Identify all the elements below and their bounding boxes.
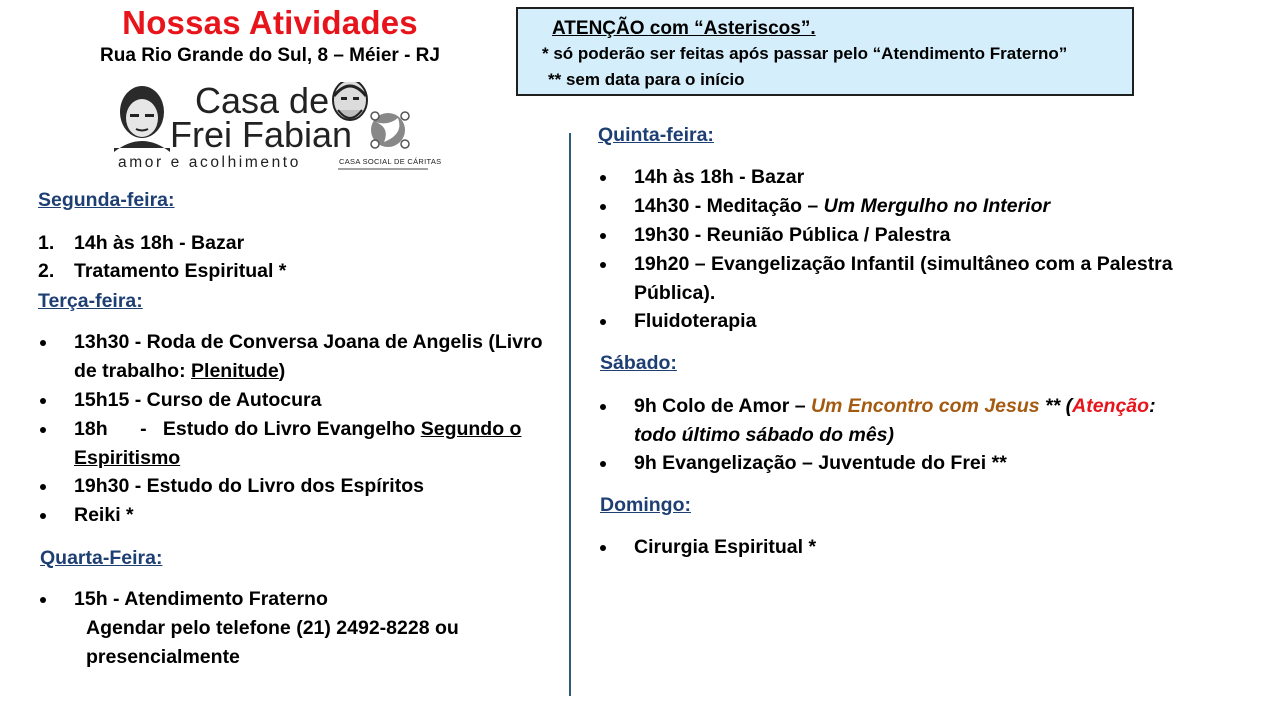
list-item [38,585,568,673]
event-title: Um Encontro com Jesus [810,395,1040,417]
italic-title: Um Mergulho no Interior [823,195,1051,217]
address: Rua Rio Grande do Sul, 8 – Méier - RJ [100,45,440,66]
book-title: Segundo o [420,418,522,440]
list-item-text [74,415,521,444]
list-item [38,472,568,501]
asterisk-notice [516,7,1134,96]
list-item [598,533,1238,562]
list-item-text-cont: Pública). [634,282,716,304]
list-item-text: 19h30 - Estudo do Livro dos Espíritos [74,475,424,497]
list-item-text: 14h às 18h - Bazar [634,166,805,188]
list-item [38,257,558,286]
list-item-text: 15h - Atendimento Fraterno [74,588,328,610]
logo-tagline: amor e acolhimento [118,154,301,171]
logo-line2: Frei Fabian [170,114,353,155]
day-heading-domingo: Domingo: [600,494,691,516]
list-item-text-cont: todo último sábado do mês) [634,424,895,446]
list-number: 1. [38,232,55,254]
list-item [598,307,1238,336]
list-item-text: 14h às 18h - Bazar [74,232,245,254]
list-item-text: Tratamento Espiritual * [74,260,287,282]
logo-small-text: CASA SOCIAL DE CÁRITAS [339,157,442,166]
list-item [598,449,1238,478]
list-item-text: Cirurgia Espiritual * [634,536,817,558]
book-title: Plenitude [191,360,279,382]
phone-info-cont: presencialmente [86,646,240,668]
logo-line1: Casa de [195,80,330,121]
list-item [38,501,568,530]
text-part: ) [278,360,286,382]
bullet-icon [600,175,606,181]
list-item [598,392,1248,450]
day-heading-quarta: Quarta-Feira: [40,547,163,569]
list-item-text: Fluidoterapia [634,310,757,332]
list-item-text: 9h Evangelização – Juventude do Frei ** [634,452,1007,474]
list-item [38,415,568,473]
list-item-text [634,192,1050,221]
notice-heading: ATENÇÃO com “Asteriscos”. [552,18,816,39]
phone-info: Agendar pelo telefone (21) 2492-8228 ou [86,617,459,639]
book-title-cont: Espiritismo [74,447,181,469]
text-part: de trabalho: [74,360,192,382]
text-part: 18h - Estudo do Livro Evangelho [74,418,421,440]
bullet-icon [600,262,606,268]
list-item [38,328,568,386]
column-divider [569,133,571,696]
page-title: Nossas Atividades [122,4,418,41]
attention-label: Atenção [1072,395,1150,417]
bullet-icon [600,545,606,551]
bullet-icon [600,233,606,239]
text-part: : [1149,395,1156,417]
day-heading-terca: Terça-feira: [38,290,143,312]
bullet-icon [600,319,606,325]
bullet-icon [600,204,606,210]
list-item [598,192,1238,221]
bullet-icon [40,340,46,346]
text-part: 9h Colo de Amor – [634,395,811,417]
day-heading-segunda: Segunda-feira: [38,189,175,211]
list-item [598,221,1238,250]
text-part: 14h30 - Meditação – [634,195,824,217]
bullet-icon [600,404,606,410]
bullet-icon [40,398,46,404]
list-item-text: 13h30 - Roda de Conversa Joana de Angelis (Livro [74,331,543,353]
list-item-text: 19h20 – Evangelização Infantil (simultâneo com a Palestra [634,253,1173,275]
day-heading-sabado: Sábado: [600,352,677,374]
bullet-icon [40,427,46,433]
notice-line-1: * só poderão ser feitas após passar pelo “Atendimento Fraterno” [542,44,1068,63]
list-item-text: 15h15 - Curso de Autocura [74,389,322,411]
day-heading-quinta: Quinta-feira: [598,124,714,146]
list-item-text: Reiki * [74,504,134,526]
list-item-text-cont [74,357,285,386]
list-item [598,250,1248,308]
notice-line-2: ** sem data para o início [548,70,745,89]
text-part: ** ( [1039,395,1073,417]
list-item-text [634,392,1156,421]
list-item-text: 19h30 - Reunião Pública / Palestra [634,224,951,246]
bullet-icon [40,513,46,519]
list-number: 2. [38,260,55,282]
list-item [38,386,568,415]
bullet-icon [600,461,606,467]
bullet-icon [40,484,46,490]
list-item [598,163,1238,192]
bullet-icon [40,597,46,603]
list-item [38,229,558,258]
